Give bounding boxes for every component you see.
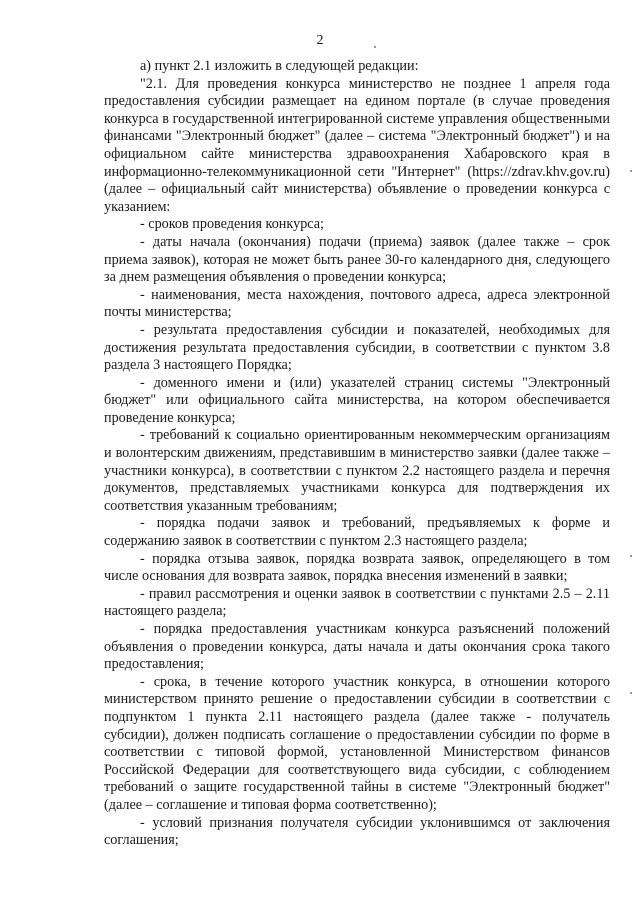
list-item: - порядка предоставления участникам конкурса разъяснений положений объявления о проведении конкурса, даты начала и даты окончания срока такого предоставления;	[104, 621, 610, 673]
page-number: 2	[316, 33, 324, 48]
paragraph: а) пункт 2.1 изложить в следующей редакции:	[140, 58, 419, 74]
list-item: - даты начала (окончания) подачи (приема) заявок (далее также – срок приема заявок), которая не может быть ранее 30-го календарного дня, следующего за днем размещения объявления о проведении конкурса;	[104, 233, 610, 286]
list-item: - требований к социально ориентированным некоммерческим организациям и волонтерским движениям, представившим в министерство заявки (далее также – участники конкурса), в соответствии с пунктом 2.2 настоящего раздела и перечня документов, представляемых участниками конкурса для подтверждения их соответствия указанным требованиям;	[104, 427, 610, 514]
list-item: - условий признания получателя субсидии уклонившимся от заключения соглашения;	[104, 814, 610, 849]
list-item: - наименования, места нахождения, почтового адреса, адреса электронной почты министерства;	[104, 286, 610, 321]
paragraph: "2.1. Для проведения конкурса министерство не позднее 1 апреля года предоставления субсидии размещает на едином портале (в случае проведения конкурса в государственной интегрированной системе управления общественными финансами "Электронный бюджет" (далее – система "Электронный бюджет") и на официальном сайте министерства здравоохранения Хабаровского края в информационно-телекоммуникационной сети "Интернет" (https://zdrav.khv.gov.ru) (далее – официальный сайт министерства) объявление о проведении конкурса с указанием:	[104, 75, 610, 215]
list-item: - правил рассмотрения и оценки заявок в соответствии с пунктами 2.5 – 2.11 настоящего раздела;	[104, 585, 610, 620]
list-item: - результата предоставления субсидии и показателей, необходимых для достижения результата предоставления субсидии, в соответствии с пунктом 3.8 раздела 3 настоящего Порядка;	[104, 321, 610, 374]
document-body	[104, 58, 610, 850]
list-item: - порядка подачи заявок и требований, предъявляемых к форме и содержанию заявок в соответствии с пунктом 2.3 настоящего раздела;	[104, 515, 610, 550]
list-item: - сроков проведения конкурса;	[140, 216, 324, 233]
list-item: - срока, в течение которого участник конкурса, в отношении которого министерством принято решение о предоставлении субсидии в соответствии с подпунктом 1 пункта 2.11 настоящего раздела (далее также - получатель субсидии), должен подписать соглашение о предоставлении субсидии по форме в соответствии с типовой формой, установленной Министерством финансов Российской Федерации для соответствующего вида субсидии, с соблюдением требований о защите государственной тайны в системе "Электронный бюджет" (далее – соглашение и типовая форма соответственно);	[104, 673, 610, 813]
list-item: - доменного имени и (или) указателей страниц системы "Электронный бюджет" или официального сайта министерства, на котором обеспечивается проведение конкурса;	[104, 374, 610, 426]
list-item: - порядка отзыва заявок, порядка возврата заявок, определяющего в том числе основания для возврата заявок, порядка внесения изменений в заявки;	[104, 550, 610, 585]
